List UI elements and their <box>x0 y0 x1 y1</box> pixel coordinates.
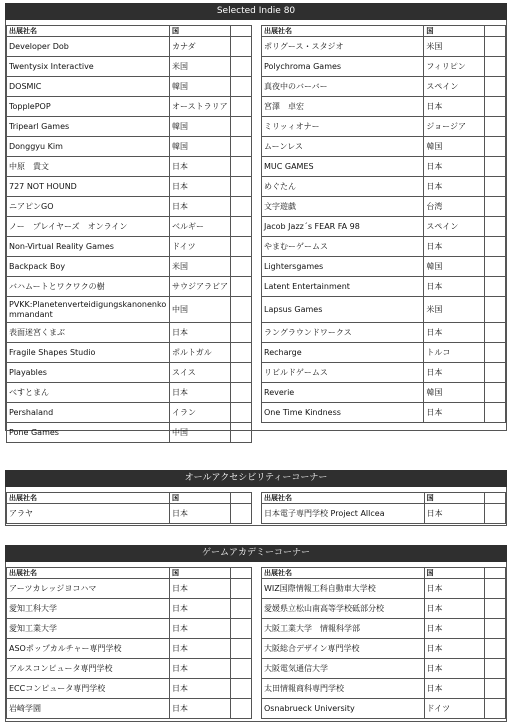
table-row <box>7 423 252 443</box>
exhibitor-country: スペイン <box>424 217 485 237</box>
exhibitor-country: 日本 <box>170 177 231 197</box>
header-check <box>485 568 506 579</box>
exhibitor-country: 日本 <box>424 619 485 639</box>
check-cell <box>231 323 252 343</box>
header-country: 国 <box>424 568 485 579</box>
exhibitor-name: Pershaland <box>7 403 170 423</box>
header-exhibitor: 出展社名 <box>7 568 170 579</box>
table-header-row <box>7 26 252 37</box>
exhibitor-name: ECCコンピュータ専門学校 <box>7 679 170 699</box>
exhibitor-name: ミリッィオナー <box>262 117 424 137</box>
exhibitor-name: Non-Virtual Reality Games <box>7 237 170 257</box>
check-cell <box>231 659 252 679</box>
exhibitor-country: 日本 <box>170 679 231 699</box>
exhibitor-name: Developer Dob <box>7 37 170 57</box>
exhibitor-country: 日本 <box>170 659 231 679</box>
table-row <box>262 579 506 599</box>
exhibitor-country: 日本 <box>424 403 485 423</box>
exhibitor-country: 韓国 <box>424 137 485 157</box>
exhibitor-name: ラングラウンドワークス <box>262 323 424 343</box>
exhibitor-country: イラン <box>170 403 231 423</box>
exhibitor-table-left <box>6 492 252 524</box>
check-cell <box>231 37 252 57</box>
exhibitor-name: 真夜中のバーバー <box>262 77 424 97</box>
table-row <box>7 57 252 77</box>
header-country: 国 <box>170 568 231 579</box>
exhibitor-name: 727 NOT HOUND <box>7 177 170 197</box>
table-row <box>262 323 506 343</box>
check-cell <box>231 343 252 363</box>
section-accessibility <box>5 470 507 526</box>
table-row <box>7 277 252 297</box>
exhibitor-name: アーツカレッジヨコハマ <box>7 579 170 599</box>
table-row <box>7 504 252 524</box>
check-cell <box>231 363 252 383</box>
table-header-row <box>7 568 252 579</box>
exhibitor-name: Jacob Jazz´s FEAR FA 98 <box>262 217 424 237</box>
check-cell <box>231 423 252 443</box>
table-row <box>7 639 252 659</box>
exhibitor-country: トルコ <box>424 343 485 363</box>
table-row <box>262 97 506 117</box>
exhibitor-country: 日本 <box>424 157 485 177</box>
exhibitor-name: ポリグース・スタジオ <box>262 37 424 57</box>
check-cell <box>231 579 252 599</box>
check-cell <box>231 117 252 137</box>
table-row <box>7 659 252 679</box>
header-exhibitor: 出展社名 <box>7 493 170 504</box>
table-row <box>7 37 252 57</box>
exhibitor-country: 韓国 <box>170 77 231 97</box>
check-cell <box>231 619 252 639</box>
table-row <box>262 619 506 639</box>
exhibitor-country: ドイツ <box>424 699 485 719</box>
check-cell <box>485 197 506 217</box>
check-cell <box>485 639 506 659</box>
exhibitor-name: Recharge <box>262 343 424 363</box>
exhibitor-name: One Time Kindness <box>262 403 424 423</box>
table-row <box>7 117 252 137</box>
table-row <box>262 257 506 277</box>
exhibitor-name: Reverie <box>262 383 424 403</box>
table-row <box>7 403 252 423</box>
table-row <box>262 343 506 363</box>
header-exhibitor: 出展社名 <box>262 493 425 504</box>
check-cell <box>485 57 506 77</box>
check-cell <box>485 77 506 97</box>
exhibitor-name: Lightersgames <box>262 257 424 277</box>
exhibitor-country: 中国 <box>170 297 231 323</box>
exhibitor-name: Playables <box>7 363 170 383</box>
exhibitor-name: やまむーゲームス <box>262 237 424 257</box>
check-cell <box>485 117 506 137</box>
table-row <box>7 177 252 197</box>
exhibitor-country: 日本 <box>424 579 485 599</box>
table-row <box>262 57 506 77</box>
check-cell <box>231 679 252 699</box>
table-row <box>262 77 506 97</box>
check-cell <box>485 343 506 363</box>
exhibitor-name: 日本電子専門学校 Project Allcea <box>262 504 425 524</box>
exhibitor-country: 韓国 <box>424 257 485 277</box>
header-check <box>485 493 506 504</box>
exhibitor-country: 日本 <box>170 383 231 403</box>
check-cell <box>485 699 506 719</box>
exhibitor-name: Twentysix Interactive <box>7 57 170 77</box>
exhibitor-country: カナダ <box>170 37 231 57</box>
exhibitor-name: バハムートとワクワクの樹 <box>7 277 170 297</box>
exhibitor-table-right <box>261 567 506 719</box>
exhibitor-name: 大阪工業大学 情報科学部 <box>262 619 425 639</box>
check-cell <box>231 237 252 257</box>
exhibitor-name: Donggyu Kim <box>7 137 170 157</box>
exhibitor-country: スイス <box>170 363 231 383</box>
table-row <box>7 77 252 97</box>
header-country: 国 <box>170 493 231 504</box>
check-cell <box>485 137 506 157</box>
check-cell <box>231 97 252 117</box>
check-cell <box>485 403 506 423</box>
exhibitor-name: 文字遊戯 <box>262 197 424 217</box>
check-cell <box>485 323 506 343</box>
check-cell <box>231 257 252 277</box>
exhibitor-name: PVKK:Planetenverteidigungskanonenkommandant <box>7 297 170 323</box>
exhibitor-country: 日本 <box>424 639 485 659</box>
exhibitor-table-left <box>6 25 252 443</box>
exhibitor-country: 日本 <box>424 363 485 383</box>
exhibitor-country: サウジアラビア <box>170 277 231 297</box>
table-row <box>262 504 506 524</box>
exhibitor-country: 米国 <box>170 57 231 77</box>
exhibitor-country: 日本 <box>170 504 231 524</box>
table-row <box>7 363 252 383</box>
exhibitor-country: フィリピン <box>424 57 485 77</box>
table-row <box>262 679 506 699</box>
exhibitor-country: 日本 <box>170 197 231 217</box>
check-cell <box>485 579 506 599</box>
check-cell <box>231 57 252 77</box>
exhibitor-country: 日本 <box>170 579 231 599</box>
section-game-academy <box>5 545 507 722</box>
exhibitor-name: ニアピンGO <box>7 197 170 217</box>
check-cell <box>485 217 506 237</box>
table-row <box>262 599 506 619</box>
table-row <box>7 383 252 403</box>
table-row <box>262 277 506 297</box>
table-row <box>262 177 506 197</box>
table-row <box>262 403 506 423</box>
exhibitor-country: 日本 <box>424 237 485 257</box>
table-row <box>7 157 252 177</box>
table-row <box>262 37 506 57</box>
exhibitor-name: べすとまん <box>7 383 170 403</box>
exhibitor-name: ノー プレイヤーズ オンライン <box>7 217 170 237</box>
exhibitor-country: 日本 <box>424 659 485 679</box>
exhibitor-name: Pone Games <box>7 423 170 443</box>
exhibitor-name: TopplePOP <box>7 97 170 117</box>
exhibitor-table-right <box>261 492 506 524</box>
exhibitor-name: Backpack Boy <box>7 257 170 277</box>
exhibitor-country: 日本 <box>170 619 231 639</box>
check-cell <box>231 403 252 423</box>
exhibitor-name: 岩崎学園 <box>7 699 170 719</box>
check-cell <box>231 137 252 157</box>
table-row <box>7 257 252 277</box>
table-row <box>262 117 506 137</box>
exhibitor-name: 大阪総合デザイン専門学校 <box>262 639 425 659</box>
exhibitor-name: 宮澤 卓宏 <box>262 97 424 117</box>
check-cell <box>485 363 506 383</box>
exhibitor-country: 日本 <box>424 504 485 524</box>
exhibitor-name: Latent Entertainment <box>262 277 424 297</box>
check-cell <box>231 157 252 177</box>
check-cell <box>231 277 252 297</box>
table-row <box>7 699 252 719</box>
check-cell <box>231 217 252 237</box>
exhibitor-name: MUC GAMES <box>262 157 424 177</box>
check-cell <box>231 699 252 719</box>
check-cell <box>231 639 252 659</box>
exhibitor-country: 日本 <box>170 599 231 619</box>
exhibitor-country: 米国 <box>424 297 485 323</box>
exhibitor-country: 韓国 <box>170 137 231 157</box>
exhibitor-country: 日本 <box>424 177 485 197</box>
exhibitor-name: Fragile Shapes Studio <box>7 343 170 363</box>
exhibitor-name: 愛媛県立松山南高等学校砥部分校 <box>262 599 425 619</box>
exhibitor-country: ベルギー <box>170 217 231 237</box>
table-row <box>262 217 506 237</box>
check-cell <box>231 599 252 619</box>
check-cell <box>485 97 506 117</box>
table-row <box>262 297 506 323</box>
header-exhibitor: 出展社名 <box>262 26 424 37</box>
check-cell <box>485 679 506 699</box>
table-row <box>7 97 252 117</box>
header-check <box>231 26 252 37</box>
check-cell <box>231 297 252 323</box>
header-check <box>231 493 252 504</box>
exhibitor-name: 大阪電気通信大学 <box>262 659 425 679</box>
check-cell <box>485 619 506 639</box>
exhibitor-country: 米国 <box>424 37 485 57</box>
exhibitor-country: スペイン <box>424 77 485 97</box>
table-row <box>262 699 506 719</box>
exhibitor-country: 日本 <box>170 323 231 343</box>
exhibitor-name: WIZ国際情報工科自動車大学校 <box>262 579 425 599</box>
exhibitor-country: ドイツ <box>170 237 231 257</box>
table-row <box>7 323 252 343</box>
exhibitor-country: 米国 <box>170 257 231 277</box>
exhibitor-name: アルスコンピュータ専門学校 <box>7 659 170 679</box>
section-title: ゲームアカデミーコーナー <box>5 545 507 562</box>
table-row <box>7 197 252 217</box>
header-check <box>485 26 506 37</box>
exhibitor-country: ポルトガル <box>170 343 231 363</box>
check-cell <box>485 177 506 197</box>
table-header-row <box>7 493 252 504</box>
exhibitor-name: Polychroma Games <box>262 57 424 77</box>
section-selected-indie <box>5 3 507 437</box>
exhibitor-country: 台湾 <box>424 197 485 217</box>
header-country: 国 <box>424 26 485 37</box>
check-cell <box>231 197 252 217</box>
exhibitor-country: 日本 <box>424 277 485 297</box>
check-cell <box>485 277 506 297</box>
check-cell <box>485 599 506 619</box>
table-row <box>7 599 252 619</box>
table-row <box>262 363 506 383</box>
table-row <box>7 237 252 257</box>
check-cell <box>485 237 506 257</box>
table-row <box>262 157 506 177</box>
check-cell <box>231 383 252 403</box>
exhibitor-name: めぐたん <box>262 177 424 197</box>
exhibitor-name: 太田情報商科専門学校 <box>262 679 425 699</box>
check-cell <box>485 157 506 177</box>
exhibitor-name: リビルドゲームス <box>262 363 424 383</box>
table-row <box>7 619 252 639</box>
exhibitor-country: 日本 <box>424 599 485 619</box>
exhibitor-name: 愛知工業大学 <box>7 619 170 639</box>
table-row <box>7 137 252 157</box>
table-row <box>7 297 252 323</box>
table-row <box>7 579 252 599</box>
table-header-row <box>262 26 506 37</box>
check-cell <box>231 177 252 197</box>
exhibitor-name: ムーンレス <box>262 137 424 157</box>
exhibitor-country: 日本 <box>170 699 231 719</box>
exhibitor-country: 中国 <box>170 423 231 443</box>
header-country: 国 <box>424 493 485 504</box>
header-country: 国 <box>170 26 231 37</box>
exhibitor-name: DOSMIC <box>7 77 170 97</box>
check-cell <box>485 297 506 323</box>
table-row <box>7 343 252 363</box>
header-exhibitor: 出展社名 <box>7 26 170 37</box>
exhibitor-name: Lapsus Games <box>262 297 424 323</box>
exhibitor-name: Tripearl Games <box>7 117 170 137</box>
check-cell <box>485 257 506 277</box>
exhibitor-name: 愛知工科大学 <box>7 599 170 619</box>
exhibitor-country: 日本 <box>424 97 485 117</box>
check-cell <box>231 77 252 97</box>
table-row <box>262 197 506 217</box>
table-row <box>262 237 506 257</box>
section-title: オールアクセシビリティーコーナー <box>5 470 507 487</box>
exhibitor-country: 韓国 <box>424 383 485 403</box>
table-row <box>262 659 506 679</box>
exhibitor-name: 中原 貴文 <box>7 157 170 177</box>
exhibitor-country: 韓国 <box>170 117 231 137</box>
exhibitor-name: 表面迷宮くまぶ <box>7 323 170 343</box>
table-row <box>7 679 252 699</box>
exhibitor-country: 日本 <box>424 679 485 699</box>
exhibitor-country: 日本 <box>170 157 231 177</box>
check-cell <box>485 383 506 403</box>
table-header-row <box>262 568 506 579</box>
header-check <box>231 568 252 579</box>
exhibitor-country: 日本 <box>170 639 231 659</box>
exhibitor-name: Osnabrueck University <box>262 699 425 719</box>
table-row <box>262 639 506 659</box>
exhibitor-country: オーストラリア <box>170 97 231 117</box>
table-header-row <box>262 493 506 504</box>
table-row <box>7 217 252 237</box>
check-cell <box>485 37 506 57</box>
exhibitor-country: ジョージア <box>424 117 485 137</box>
check-cell <box>231 504 252 524</box>
exhibitor-table-left <box>6 567 252 719</box>
header-exhibitor: 出展社名 <box>262 568 425 579</box>
check-cell <box>485 659 506 679</box>
table-row <box>262 383 506 403</box>
exhibitor-country: 日本 <box>424 323 485 343</box>
table-row <box>262 137 506 157</box>
exhibitor-name: ASOポップカルチャー専門学校 <box>7 639 170 659</box>
exhibitor-name: アラヤ <box>7 504 170 524</box>
exhibitor-table-right <box>261 25 506 423</box>
check-cell <box>485 504 506 524</box>
section-title: Selected Indie 80 <box>5 3 507 20</box>
